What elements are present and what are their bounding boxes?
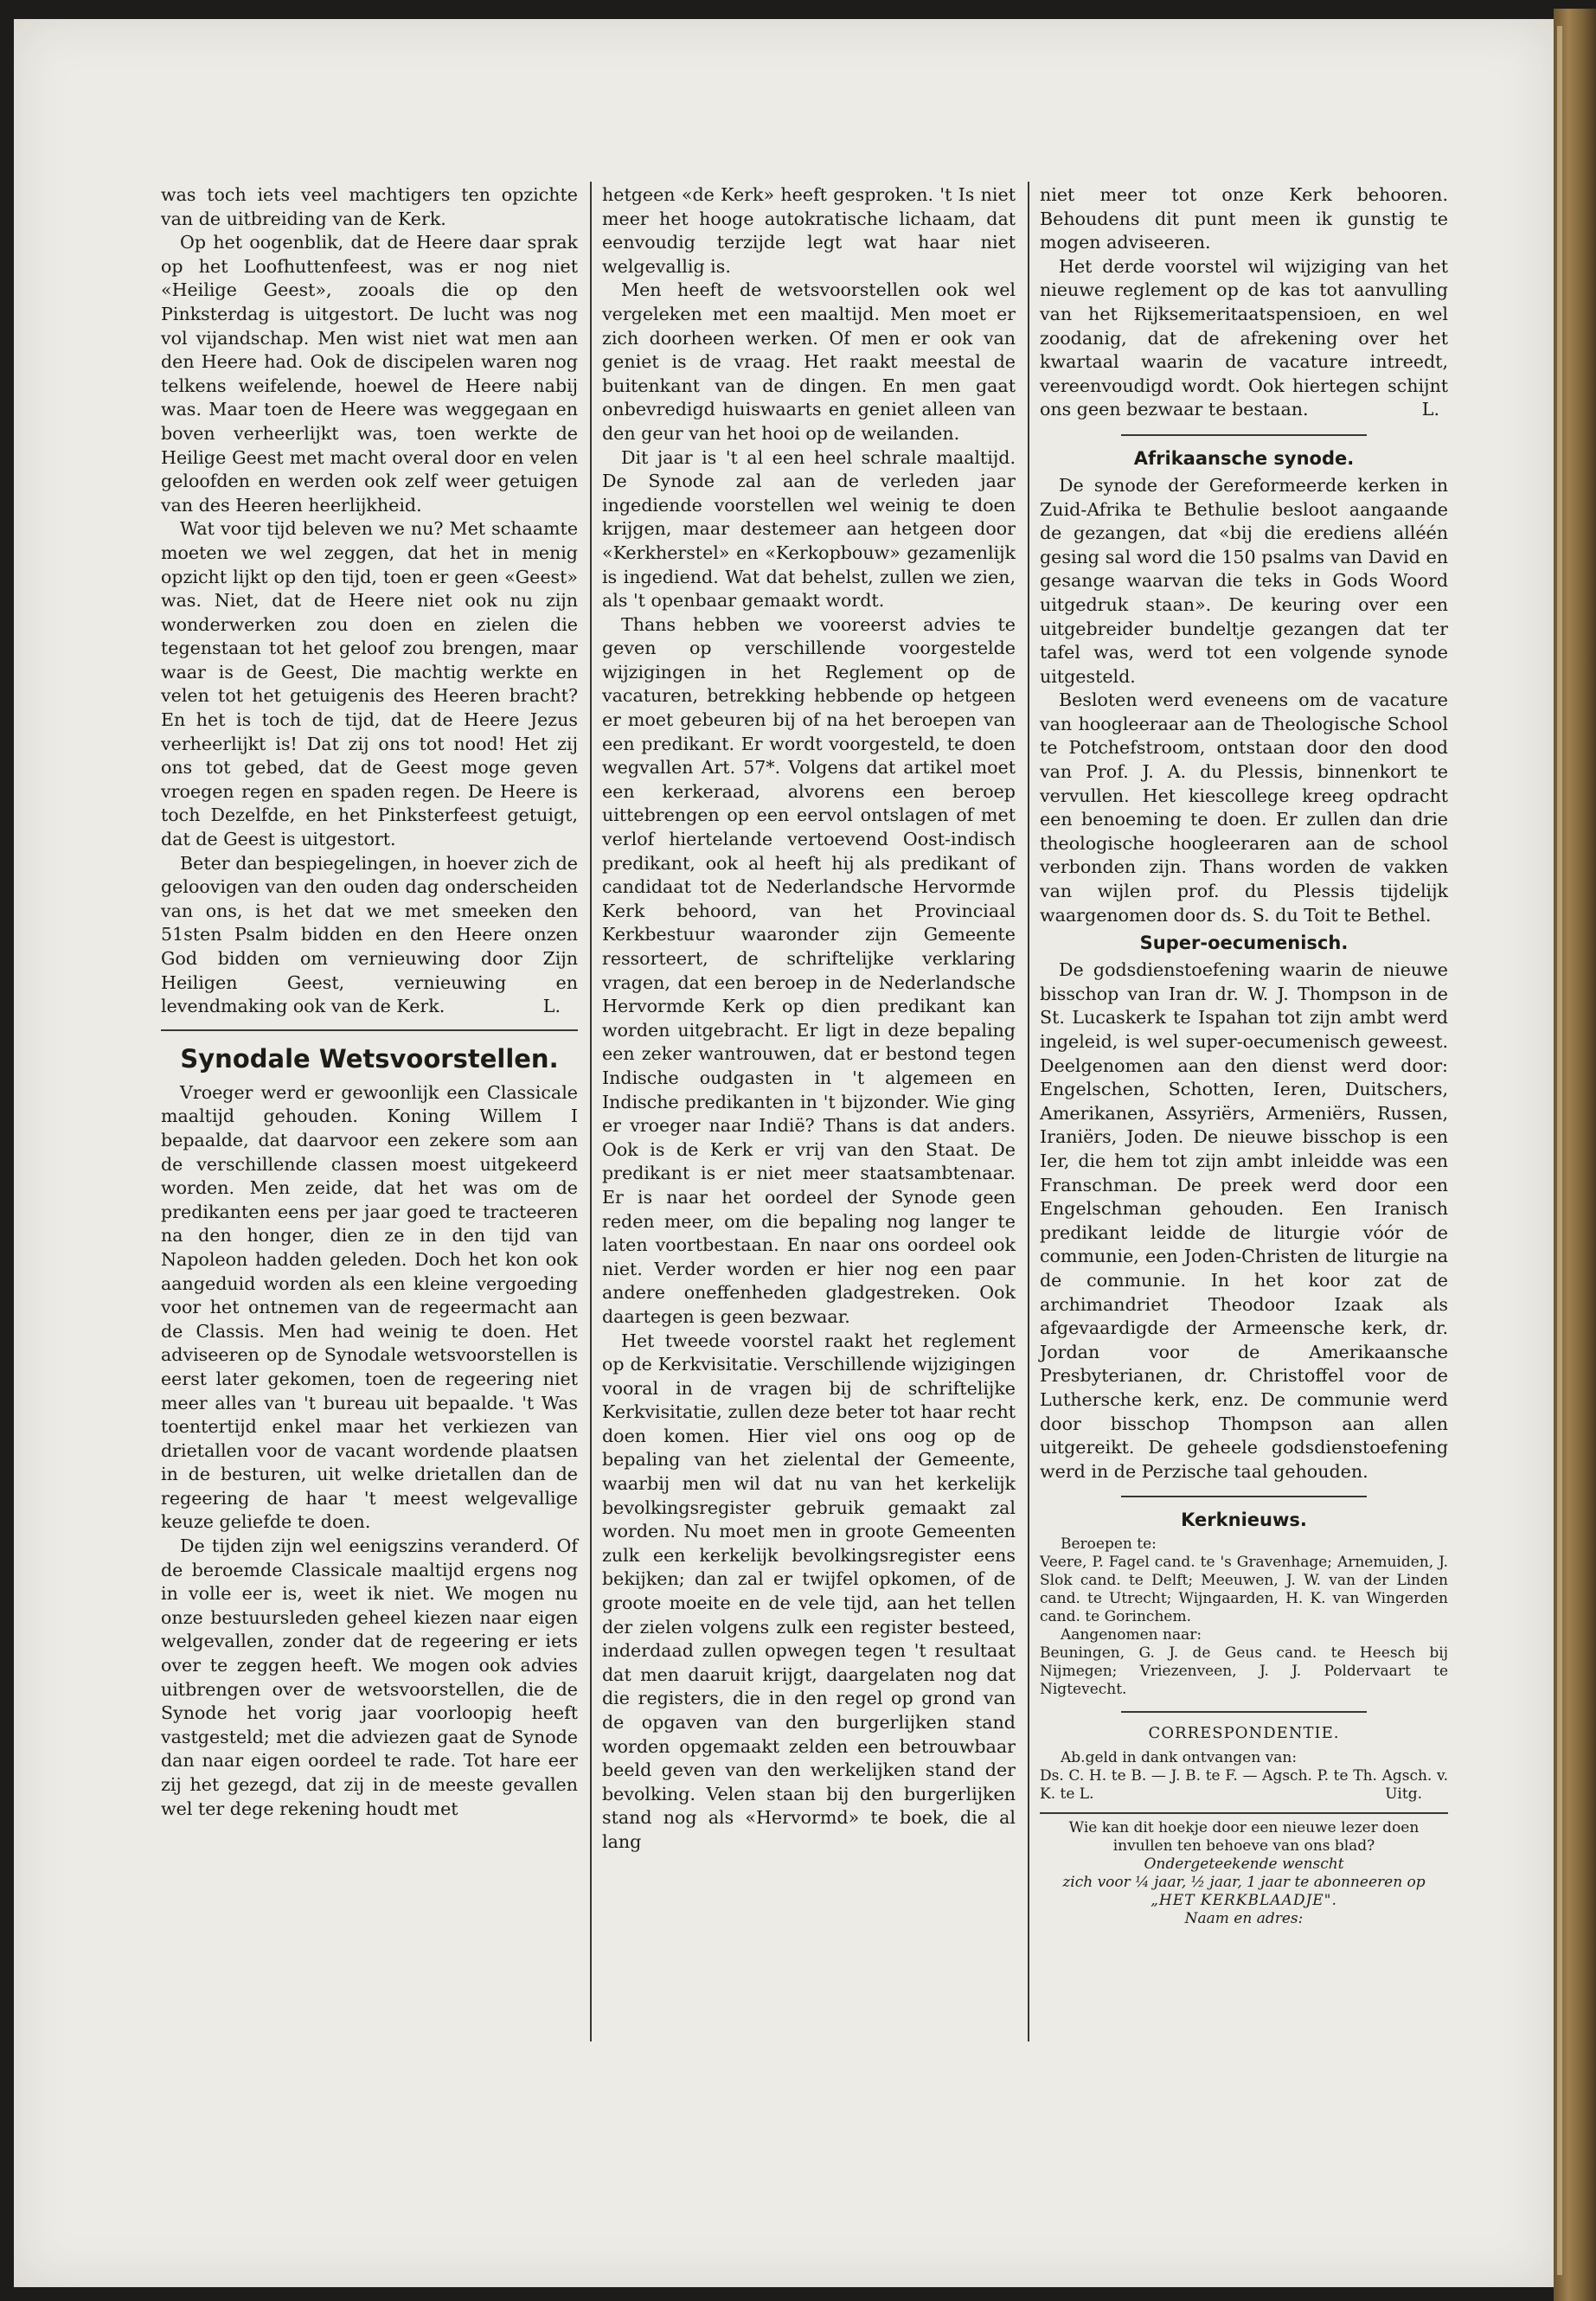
- coupon-text: Naam en adres:: [1184, 1909, 1304, 1927]
- correspondence-heading: CORRESPONDENTIE.: [1148, 1724, 1340, 1743]
- section-heading: Kerknieuws.: [1181, 1509, 1307, 1531]
- paragraph: Besloten werd eveneens om de vacature van hoogleeraar aan de Theologische School te Potchefstroom, ontstaan door den dood van Prof. J. A. du Plessis, binnenkort te vervullen. Het kiescollege kreeg opdracht een benoeming te doen. Er zullen dan drie theologische hoogleeraren aan de school verbonden zijn. Thans worden de vakken van wijlen prof. du Plessis tijdelijk waargenomen door ds. S. du Toit te Bethel.: [1040, 689, 1448, 926]
- section-rule: [1121, 1711, 1366, 1713]
- column-divider-right: [1028, 182, 1029, 2041]
- correspondence: [1040, 1749, 1448, 1804]
- paragraph: Thans hebben we vooreerst advies te geven op verschillende voorgestelde wijzigingen in het Reglement op de vacaturen, betrekking hebbende op hetgeen er moet gebeuren bij of na het beroepen van een predikant. Er wordt voorgesteld, te doen wegvallen Art. 57*. Volgens dat artikel moet een kerkeraad, alvorens een beroep uittebrengen op een eervol ontslagen of met verlof hiertelande vertoevend Oost-indisch predikant, ook al heeft hij als predikant of candidaat tot de Nederlandsche Hervormde Kerk behoord, van het Provinciaal Kerkbestuur waaronder zijn Gemeente ressorteert, de schriftelijke verklaring vragen, dat een beroep in de Nederlandsche Hervormde Kerk op dien predikant kan worden uitgebracht. Er ligt in deze bepaling een zeker wantrouwen, dat er bestond tegen Indische oudgasten in 't algemeen en Indische predikanten in 't bijzonder. Wie ging er vroeger naar Indië? Thans is dat anders. Ook is de Kerk er vrij van den Staat. De predikant is er niet meer staatsambtenaar. Er is naar het oordeel der Synode geen reden meer, om die bepaling nog langer te laten voortbestaan. En naar ons oordeel ook niet. Verder worden er hier nog een paar andere oneffenheden gladgestreken. Ook daartegen is geen bezwaar.: [602, 613, 1016, 1327]
- news-label: Beroepen te:: [1061, 1535, 1157, 1554]
- coupon-text: zich voor ¼ jaar, ½ jaar, 1 jaar te abonneeren op: [1062, 1873, 1426, 1891]
- coupon-text: Ondergeteekende wenscht: [1144, 1855, 1344, 1873]
- section-rule: [1040, 1812, 1448, 1814]
- paragraph: De synode der Gereformeerde kerken in Zuid-Afrika te Bethulie besloot aangaande de gezangen, dat «bij die erediens alléén gesing sal word die 150 psalms van David en gesange waarvan die teks in Gods Woord uitgedruk staan». De keuring over een uitgebreider bundeltje gezangen dat ter tafel was, werd tot een volgende synode uitgesteld.: [1040, 474, 1448, 687]
- paragraph-text: Beter dan bespiegelingen, in hoever zich de geloovigen van den ouden dag onderscheiden van ons, is het dat we met smeeken den 51sten Psalm bidden en den Heere onzen God bidden om vernieuwing door Zijn Heiligen Geest, vernieuwing en levendmaking ook van de Kerk.: [161, 852, 578, 1017]
- column-divider-left: [590, 182, 592, 2041]
- column-1: [161, 183, 578, 1821]
- author-signature: L.: [542, 996, 561, 1017]
- news-item: Beuningen, G. J. de Geus cand. te Heesch bij Nijmegen; Vriezenveen, J. J. Poldervaart te Nigtevecht.: [1040, 1644, 1448, 1699]
- author-signature: L.: [1421, 399, 1439, 420]
- correspondence-signature: Uitg.: [1385, 1785, 1422, 1803]
- paragraph: De tijden zijn wel eenigszins veranderd. Of de beroemde Classicale maaltijd ergens nog in volle eer is, weet ik niet. We mogen nu onze bestuursleden geheel kiezen naar eigen welgevallen, zonder dat de regeering er iets over te zeggen heeft. We mogen ook advies uitbrengen over de wetsvoorstellen, die de Synode het vorig jaar voorloopig heeft vastgesteld; met die adviezen gaat de Synode dan naar eigen oordeel te rade. Tot hare eer zij het gezegd, dat zij in de meeste gevallen wel ter dege rekening houdt met: [161, 1535, 578, 1819]
- correspondence-item: Ds. C. H. te B. — J. B. te F. — Agsch. P. te Th. Agsch. v. K. te L.: [1040, 1766, 1448, 1803]
- news-label: Aangenomen naar:: [1061, 1626, 1202, 1644]
- coupon-text: „HET KERKBLAADJE".: [1151, 1891, 1337, 1909]
- paragraph: [1040, 255, 1448, 422]
- paragraph: Wat voor tijd beleven we nu? Met schaamte moeten we wel zeggen, dat het in menig opzicht lijkt op den tijd, toen er geen «Geest» was. Niet, dat de Heere niet ook nu zijn wonderwerken zou doen en zielen die tegenstaan tot het geloof zou brengen, maar waar is de Geest, Die machtig werkte en velen tot het getuigenis des Heeren bracht? En het is toch de tijd, dat de Heere Jezus verheerlijkt is! Dat zij ons tot nood! Het zij ons tot gebed, dat de Geest moge geven vroegen regen en spaden regen. De Heere is toch Dezelfde, en het Pinksterfeest getuigt, dat de Geest is uitgestort.: [161, 518, 578, 850]
- section-rule: [161, 1029, 578, 1031]
- section-rule: [1121, 1496, 1366, 1497]
- coupon-text: Wie kan dit hoekje door een nieuwe lezer doen invullen ten behoeve van ons blad?: [1068, 1818, 1420, 1855]
- correspondence-text: [1040, 1767, 1448, 1804]
- section-heading: Synodale Wetsvoorstellen.: [180, 1043, 559, 1074]
- paragraph: niet meer tot onze Kerk behooren. Behoudens dit punt meen ik gunstig te mogen adviseeren.: [1040, 184, 1448, 253]
- subscription-coupon: [1040, 1819, 1448, 1928]
- section-heading: Super-oecumenisch.: [1139, 933, 1349, 954]
- news-item: Veere, P. Fagel cand. te 's Gravenhage; Arnemuiden, J. Slok cand. te Delft; Meeuwen, J. W. van der Linden cand. te Utrecht; Wijngaarden, H. K. van Wingerden cand. te Gorinchem.: [1040, 1554, 1448, 1626]
- column-3: [1040, 183, 1448, 1928]
- column-2: [602, 183, 1016, 1855]
- paragraph: [161, 852, 578, 1019]
- section-rule: [1121, 434, 1366, 436]
- paragraph: Het tweede voorstel raakt het reglement op de Kerkvisitatie. Verschillende wijzigingen vooral in de vragen bij de schriftelijke Kerkvisitatie, zullen deze beter tot haar recht doen komen. Hier viel ons oog op de bepaling van het zielental der Gemeente, waarbij men wil dat nu van het kerkelijk bevolkingsregister gebruik gemaakt zal worden. Nu moet men in groote Gemeenten zulk een kerkelijk bevolkingsregister eens bekijken; dan zal er twijfel opkomen, of de groote moeite en de vele tijd, aan het tellen der zielen volgens zulk een register besteed, inderdaad zullen opwegen tegen 't resultaat dat men daaruit krijgt, daargelaten nog dat die registers, die in den regel op grond van de opgaven van den burgerlijken stand worden opgemaakt zelden een betrouwbaar beeld geven van den werkelijken stand der bevolking. Velen staan bij den burgerlijken stand nog als «Hervormd» te boek, die al lang: [602, 1330, 1016, 1852]
- section-heading: Afrikaansche synode.: [1133, 447, 1355, 469]
- paragraph: hetgeen «de Kerk» heeft gesproken. 't Is niet meer het hooge autokratische lichaam, dat eenvoudig terzijde legt wat haar niet welgevallig is.: [602, 184, 1016, 277]
- paragraph: was toch iets veel machtigers ten opzichte van de uitbreiding van de Kerk.: [161, 184, 578, 229]
- paragraph: Dit jaar is 't al een heel schrale maaltijd. De Synode zal aan de verleden jaar ingediende voorstellen wel weinig te doen krijgen, maar destemeer aan hetgeen door «Kerkherstel» en «Kerkopbouw» gezamenlijk is ingediend. Wat dat behelst, zullen we zien, als 't openbaar gemaakt wordt.: [602, 446, 1016, 612]
- paragraph: Op het oogenblik, dat de Heere daar sprak op het Loofhuttenfeest, was er nog niet «Heilige Geest», zooals die op den Pinksterdag is uitgestort. De lucht was nog vol vijandschap. Men wist niet wat men aan den Heere had. Ook de discipelen waren nog telkens weifelende, hoewel de Heere nabij was. Maar toen de Heere was weggegaan en boven verheerlijkt was, toen werkte de Heilige Geest met macht overal door en velen geloofden en werden ook zelf weer getuigen van des Heeren heerlijkheid.: [161, 232, 578, 516]
- paragraph: De godsdienstoefening waarin de nieuwe bisschop van Iran dr. W. J. Thompson in de St. Lucaskerk te Ispahan tot zijn ambt werd ingeleid, is wel super-oecumenisch geweest. Deelgenomen aan den dienst werd door: Engelschen, Schotten, Ieren, Duitschers, Amerikanen, Assyriërs, Armeniërs, Russen, Iraniërs, Joden. De nieuwe bisschop is een Ier, die hem tot zijn ambt inleidde was een Franschman. De preek werd door een Engelschman gehouden. Een Iranisch predikant leidde de liturgie vóór de communie, een Joden-Christen de liturgie na de communie. In het koor zat de archimandriet Theodoor Izaak als afgevaardigde der Armeensche kerk, dr. Jordan voor de Amerikaansche Presbyterianen, dr. Christoffel voor de Luthersche kerk, enz. De communie werd door bisschop Thompson aan allen uitgereikt. De geheele godsdienstoefening werd in de Perzische taal gehouden.: [1040, 959, 1448, 1482]
- church-news: [1040, 1535, 1448, 1699]
- paragraph: Vroeger werd er gewoonlijk een Classicale maaltijd gehouden. Koning Willem I bepaalde, dat daarvoor een zekere som aan de verschillende classen moest uitgekeerd worden. Men zeide, dat het was om de predikanten eens per jaar goed te tracteeren na den honger, dien ze in den tijd van Napoleon hadden geleden. Doch het kon ook aangeduid worden als een kleine vergoeding voor het ontnemen van de regeermacht aan de Classis. Men had weinig te doen. Het adviseeren op de Synodale wetsvoorstellen is eerst later gekomen, toen de regeering niet meer alles van 't bureau uit bepaalde. 't Was toentertijd enkel maar het verkiezen van drietallen voor de vacant wordende plaatsen in de besturen, uit welke drietallen dan de regeering de haar 't meest welgevallige keuze geliefde te doen.: [161, 1081, 578, 1533]
- paragraph-text: Het derde voorstel wil wijziging van het nieuwe reglement op de kas tot aanvulling van het Rijksemeritaatspensioen, en wel zoodanig, dat de afrekening over het kwartaal waarin de vacature intreedt, vereenvoudigd wordt. Ook hiertegen schijnt ons geen bezwaar te bestaan.: [1040, 255, 1448, 420]
- paragraph: Men heeft de wetsvoorstellen ook wel vergeleken met een maaltijd. Men moet er zich doorheen werken. Of men er ook van geniet is de vraag. Het raakt meestal de buitenkant van de dingen. En men gaat onbevredigd huiswaarts en geniet alleen van den geur van het hooi op de weilanden.: [602, 279, 1016, 444]
- page-edge-highlight: [1557, 26, 1562, 2275]
- correspondence-text: Ab.geld in dank ontvangen van:: [1061, 1748, 1298, 1766]
